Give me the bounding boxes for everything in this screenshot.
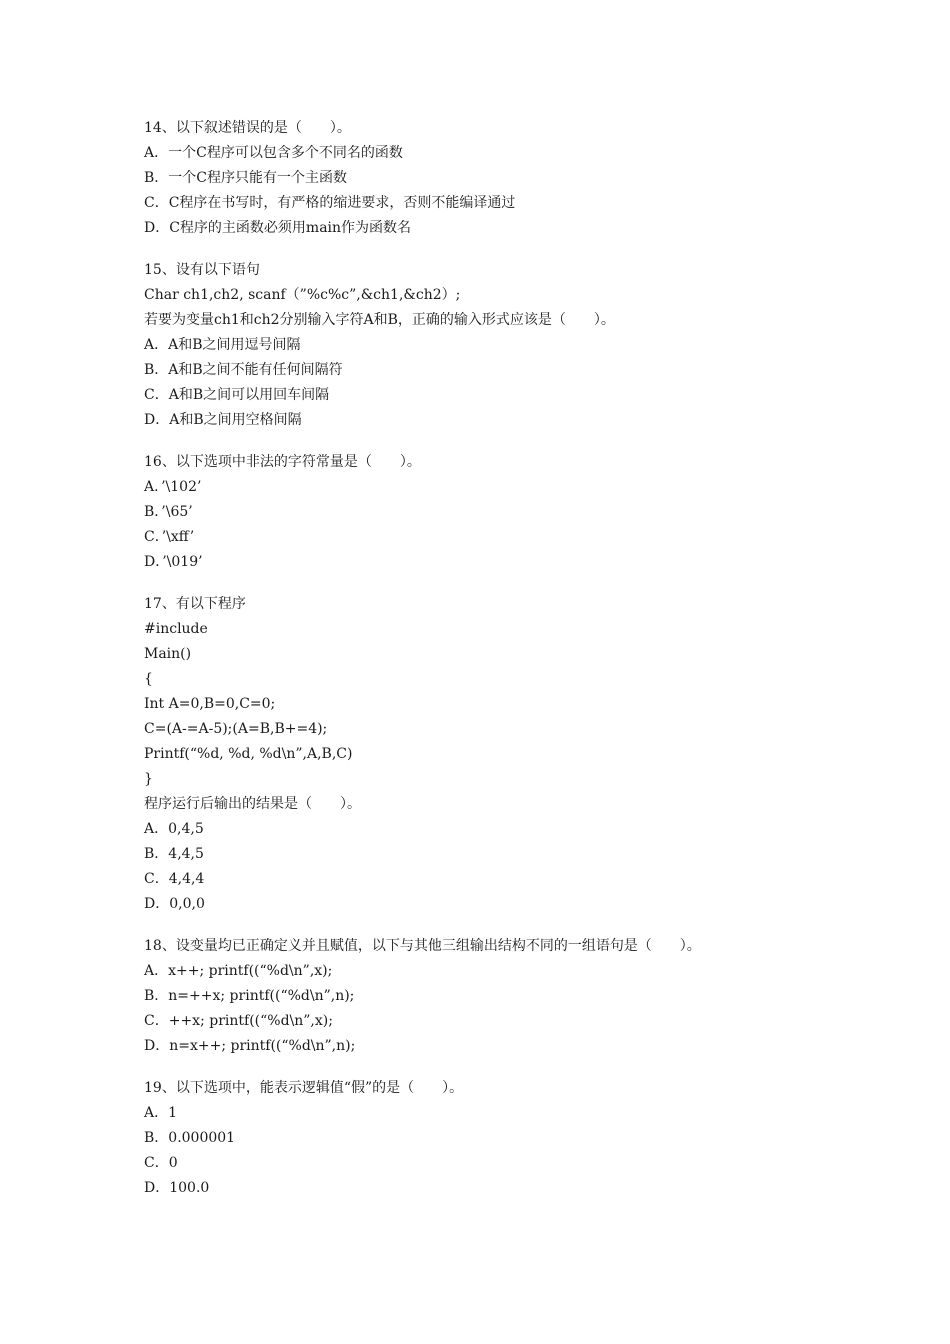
code-line: Char ch1,ch2, scanf（”%c%c”,&ch1,&ch2）; (144, 287, 461, 303)
question-18 (144, 934, 844, 1059)
question-14 (144, 116, 844, 241)
option-a: A．A和B之间用逗号间隔 (144, 337, 301, 353)
option-d: D．n=x++; printf((“%d\n”,n); (144, 1038, 356, 1054)
code-line: C=(A-=A-5);(A=B,B+=4); (144, 721, 328, 737)
option-c: C．C程序在书写时，有严格的缩进要求，否则不能编译通过 (144, 195, 516, 211)
option-d: D．’\019’ (144, 554, 203, 570)
option-a: A．0,4,5 (144, 821, 204, 837)
option-c: C．0 (144, 1155, 178, 1171)
option-a: A．x++; printf((“%d\n”,x); (144, 963, 333, 979)
document-page (144, 116, 844, 1218)
question-stem: 18、设变量均已正确定义并且赋值，以下与其他三组输出结构不同的一组语句是（ ）。 (144, 938, 701, 954)
option-b: B．A和B之间不能有任何间隔符 (144, 362, 343, 378)
option-b: B．n=++x; printf((“%d\n”,n); (144, 988, 355, 1004)
option-b: B．0.000001 (144, 1130, 236, 1146)
option-d: D．100.0 (144, 1180, 210, 1196)
question-stem: 14、以下叙述错误的是（ ）。 (144, 120, 351, 136)
option-a: A．’\102’ (144, 479, 202, 495)
option-b: B．4,4,5 (144, 846, 204, 862)
question-16 (144, 450, 844, 575)
question-15 (144, 258, 844, 433)
option-d: D．0,0,0 (144, 896, 205, 912)
option-c: C．++x; printf((“%d\n”,x); (144, 1013, 333, 1029)
option-a: A．一个C程序可以包含多个不同名的函数 (144, 145, 403, 161)
option-d: D．A和B之间用空格间隔 (144, 412, 302, 428)
question-prompt: 程序运行后输出的结果是（ ）。 (144, 796, 361, 812)
question-stem: 19、以下选项中，能表示逻辑值“假”的是（ ）。 (144, 1080, 464, 1096)
option-b: B．’\65’ (144, 504, 193, 520)
option-c: C．A和B之间可以用回车间隔 (144, 387, 330, 403)
question-prompt: 若要为变量ch1和ch2分别输入字符A和B，正确的输入形式应该是（ ）。 (144, 312, 615, 328)
code-line: #include (144, 621, 208, 637)
option-c: C．4,4,4 (144, 871, 205, 887)
option-d: D．C程序的主函数必须用main作为函数名 (144, 220, 412, 236)
code-line: Int A=0,B=0,C=0; (144, 696, 276, 712)
code-line: { (144, 671, 153, 687)
code-line: Main() (144, 646, 192, 662)
question-stem: 17、有以下程序 (144, 596, 246, 612)
question-stem: 15、设有以下语句 (144, 262, 260, 278)
option-b: B．一个C程序只能有一个主函数 (144, 170, 347, 186)
question-17 (144, 592, 844, 917)
code-line: } (144, 771, 153, 787)
option-c: C．’\xff’ (144, 529, 195, 545)
question-stem: 16、以下选项中非法的字符常量是（ ）。 (144, 454, 421, 470)
option-a: A．1 (144, 1105, 178, 1121)
code-line: Printf(“%d, %d, %d\n”,A,B,C) (144, 746, 353, 762)
question-19 (144, 1076, 844, 1201)
